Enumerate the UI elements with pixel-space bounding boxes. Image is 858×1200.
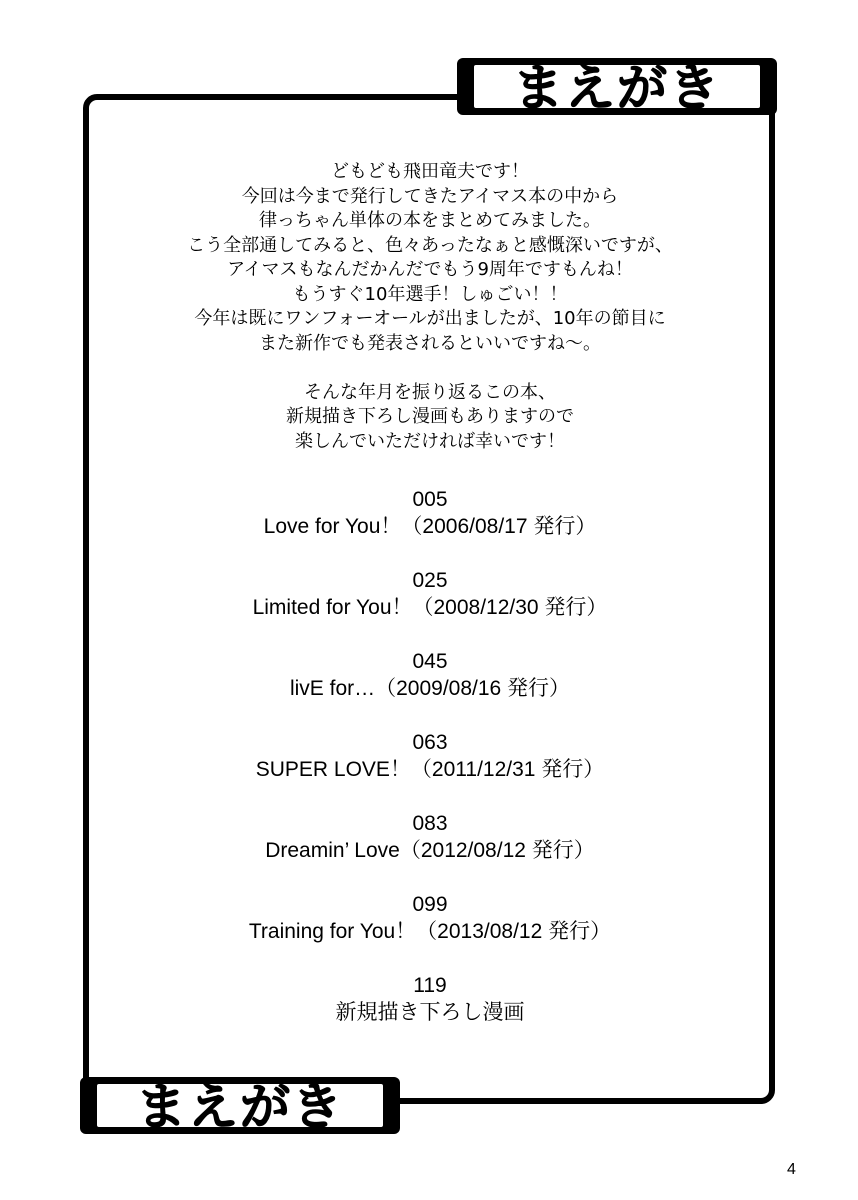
- contents-title: Training for You！（2013/08/12 発行）: [248, 920, 612, 943]
- contents-page-number: 099: [412, 893, 448, 916]
- contents-title: Dreamin’ Love（2012/08/12 発行）: [265, 839, 595, 862]
- footer-title: まえがき: [136, 1077, 344, 1136]
- contents-title: 新規描き下ろし漫画: [335, 1001, 525, 1024]
- contents-entry: [100, 648, 760, 729]
- header-title-tab: [457, 58, 777, 115]
- contents-entry: [100, 567, 760, 648]
- contents-entry: [100, 486, 760, 567]
- contents-title: livE for…（2009/08/16 発行）: [289, 677, 571, 700]
- afterword-intro: [100, 160, 760, 454]
- intro-line: 律っちゃん単体の本をまとめてみました。: [259, 210, 601, 231]
- intro-line: こう全部通してみると、色々あったなぁと感慨深いですが、: [187, 234, 673, 256]
- contents-title: SUPER LOVE！（2011/12/31 発行）: [255, 758, 605, 781]
- intro-line: 今回は今まで発行してきたアイマス本の中から: [241, 185, 619, 207]
- table-of-contents: [100, 486, 760, 1053]
- contents-entry: [100, 972, 760, 1053]
- contents-entry: [100, 810, 760, 891]
- contents-title: Limited for You！（2008/12/30 発行）: [252, 596, 608, 619]
- header-title: まえがき: [513, 58, 721, 117]
- contents-entry: [100, 729, 760, 810]
- page-number: 4: [787, 1161, 796, 1178]
- intro-line: そんな年月を振り返るこの本、: [304, 381, 556, 403]
- intro-line: もうすぐ10年選手！しゅごい！！: [292, 283, 568, 305]
- contents-entry: [100, 891, 760, 972]
- intro-line: また新作でも発表されるといいですね～。: [259, 332, 601, 354]
- contents-page-number: 063: [412, 731, 448, 754]
- intro-line: アイマスもなんだかんだでもう9周年ですもんね！: [227, 259, 633, 280]
- contents-page-number: 025: [412, 569, 448, 592]
- header-title-box: [474, 58, 760, 117]
- intro-line: どもども飛田竜夫です！: [331, 161, 529, 182]
- contents-page-number: 045: [412, 650, 448, 673]
- paragraph-gap: [100, 356, 760, 381]
- intro-line: 今年は既にワンフォーオールが出ましたが、10年の節目に: [194, 308, 666, 329]
- contents-page-number: 083: [412, 812, 448, 835]
- footer-title-tab: [80, 1077, 400, 1134]
- footer-title-box: [97, 1077, 383, 1136]
- contents-page-number: 005: [412, 488, 448, 511]
- intro-line: 新規描き下ろし漫画もありますので: [286, 406, 574, 427]
- contents-title: Love for You！（2006/08/17 発行）: [263, 515, 597, 538]
- contents-page-number: 119: [413, 974, 447, 997]
- intro-line: 楽しんでいただければ幸いです！: [295, 430, 565, 452]
